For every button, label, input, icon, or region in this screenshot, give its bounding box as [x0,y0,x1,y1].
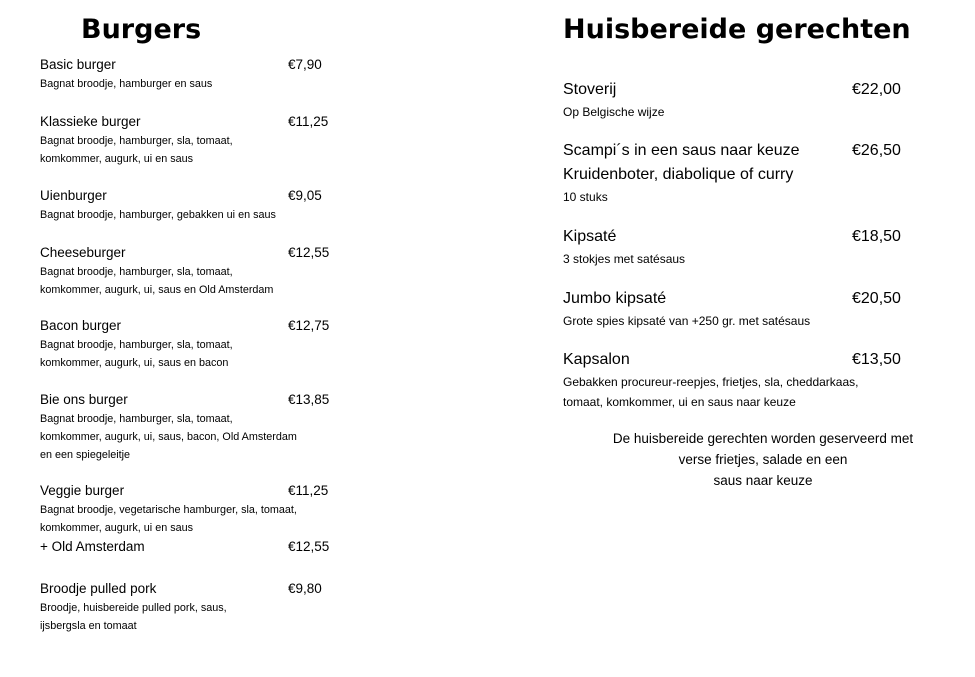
description-line: komkommer, augurk, ui en saus [40,522,194,534]
item-price: €13,85 [288,392,330,407]
item-name: Jumbo kipsaté [563,290,667,307]
extra-option-price: €12,55 [288,539,330,554]
description-line: tomaat, komkommer, ui en saus naar keuze [563,395,796,409]
description-line: Bagnat broodje, hamburger, sla, tomaat, [40,266,233,278]
item-description [40,410,370,464]
item-name: Broodje pulled pork [40,581,157,596]
description-line: 3 stokjes met satésaus [563,252,686,266]
description-line: komkommer, augurk, ui en saus [40,153,194,165]
item-description [40,132,370,168]
description-line: Broodje, huisbereide pulled pork, saus, [40,602,227,614]
note-line: verse frietjes, salade en een [678,452,848,467]
note-line: De huisbereide gerechten worden geserveerd met [612,431,914,446]
description-line: Grote spies kipsaté van +250 gr. met satésaus [563,314,811,328]
item-description [563,102,943,122]
item-name: Kipsaté [563,228,617,245]
menu-item-kapsalon [563,348,943,412]
item-sauce-options: Kruidenboter, diabolique of curry [563,166,794,183]
item-price: €18,50 [852,228,901,245]
description-line: komkommer, augurk, ui, saus en bacon [40,357,229,369]
item-name: Veggie burger [40,483,125,498]
item-name: Uienburger [40,188,107,203]
menu-item-bie-ons-burger [40,390,370,464]
house-dishes-title: Huisbereide gerechten [563,14,911,45]
description-line: Bagnat broodje, hamburger, sla, tomaat, [40,339,233,351]
description-line: Bagnat broodje, hamburger, gebakken ui en saus [40,209,276,221]
menu-item-veggie-burger [40,481,370,557]
item-price: €11,25 [288,114,329,129]
item-price: €26,50 [852,142,901,159]
description-line: komkommer, augurk, ui, saus en Old Amsterdam [40,284,274,296]
burgers-title: Burgers [81,14,202,45]
item-description [40,75,370,93]
item-price: €22,00 [852,81,901,98]
item-name: Scampi´s in een saus naar keuze [563,142,800,159]
item-name: Bacon burger [40,318,122,333]
menu-item-bacon-burger [40,316,370,372]
menu-item-basic-burger [40,55,370,93]
menu-item-scampis [563,139,943,207]
description-line: Gebakken procureur-reepjes, frietjes, sla, cheddarkaas, [563,375,859,389]
item-price: €12,75 [288,318,330,333]
menu-item-jumbo-kipsate [563,287,943,331]
item-description [40,206,370,224]
description-line: Op Belgische wijze [563,105,665,119]
item-description [40,263,370,299]
item-price: €13,50 [852,351,901,368]
menu-item-cheeseburger [40,243,370,299]
item-name: Basic burger [40,57,116,72]
menu-item-stoverij [563,78,943,122]
description-line: Bagnat broodje, hamburger en saus [40,78,213,90]
extra-option-name: + Old Amsterdam [40,539,145,554]
item-name: Stoverij [563,81,617,98]
item-price: €9,80 [288,581,322,596]
description-line: Bagnat broodje, hamburger, sla, tomaat, [40,413,233,425]
menu-item-kipsate [563,225,943,269]
item-description [40,336,370,372]
item-name: Klassieke burger [40,114,141,129]
item-description [40,501,370,537]
item-price: €9,05 [288,188,322,203]
item-description [40,599,370,635]
item-name: Cheeseburger [40,245,126,260]
menu-item-uienburger [40,186,370,224]
item-name: Bie ons burger [40,392,128,407]
item-price: €20,50 [852,290,901,307]
menu-item-broodje-pulled-pork [40,579,370,635]
item-extra-option [40,537,370,557]
item-name: Kapsalon [563,351,630,368]
description-line: 10 stuks [563,190,608,204]
item-price: €12,55 [288,245,330,260]
menu-item-klassieke-burger [40,112,370,168]
item-description [563,249,943,269]
description-line: Bagnat broodje, hamburger, sla, tomaat, [40,135,233,147]
item-price: €7,90 [288,57,322,72]
description-line: ijsbergsla en tomaat [40,620,137,632]
item-description [563,187,943,207]
description-line: komkommer, augurk, ui, saus, bacon, Old Amsterdam [40,431,297,443]
description-line: Bagnat broodje, vegetarische hamburger, sla, tomaat, [40,504,297,516]
item-price: €11,25 [288,483,329,498]
item-description [563,311,943,331]
description-line: en een spiegeleitje [40,449,131,461]
serving-note [563,428,963,491]
note-line: saus naar keuze [713,473,813,488]
item-description [563,372,943,412]
